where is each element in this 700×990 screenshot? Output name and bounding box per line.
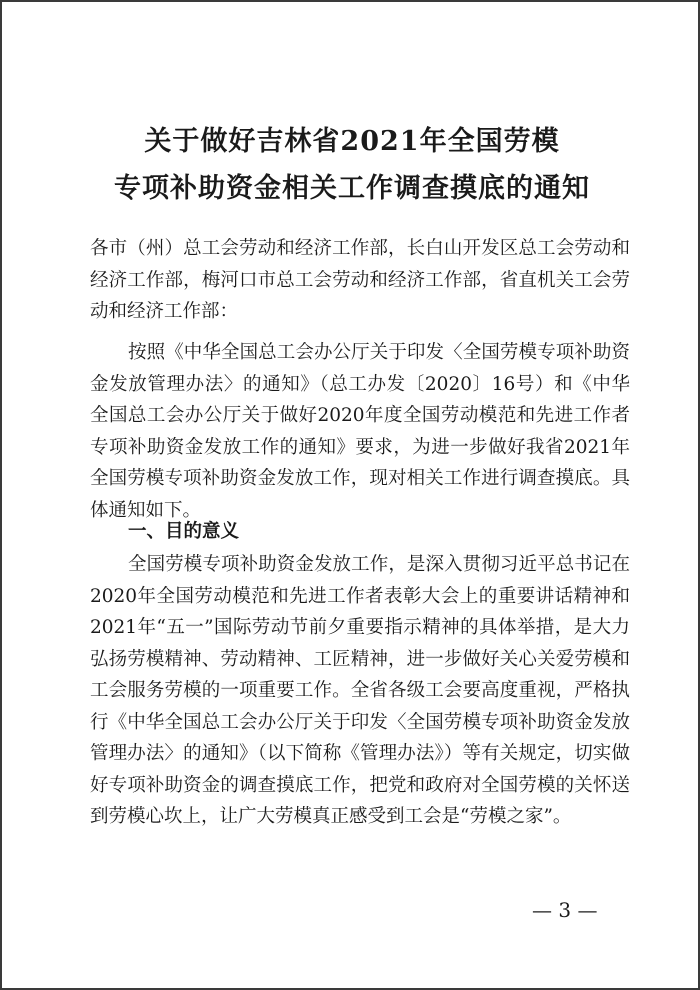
body-paragraph-2: 全国劳模专项补助资金发放工作，是深入贯彻习近平总书记在2020年全国劳动模范和先进工作者表彰大会上的重要讲话精神和2021年“五一”国际劳动节前夕重要指示精神的具体举措，是大力弘扬劳模精神、劳动精神、工匠精神，进一步做好关心关爱劳模和工会服务劳模的一项重要工作。全省各级工会要高度重视，严格执行《中华全国总工会办公厅关于印发〈全国劳模专项补助资金发放管理办法〉的通知》（以下简称《管理办法》）等有关规定，切实做好专项补助资金的调查摸底工作，把党和政府对全国劳模的关怀送到劳模心坎上，让广大劳模真正感受到工会是“劳模之家”。 [90, 554, 630, 827]
document-title-line-1: 关于做好吉林省2021年全国劳模 [144, 126, 560, 157]
body-paragraph-1: 按照《中华全国总工会办公厅关于印发〈全国劳模专项补助资金发放管理办法〉的通知》（总工办发〔2020〕16号）和《中华全国总工会办公厅关于做好2020年度全国劳动模范和先进工作者专项补助资金发放工作的通知》要求，为进一步做好我省2021年全国劳模专项补助资金发放工作，现对相关工作进行调查摸底。具体通知如下。 [90, 342, 630, 521]
addressee-paragraph: 各市（州）总工会劳动和经济工作部，长白山开发区总工会劳动和经济工作部，梅河口市总工会劳动和经济工作部，省直机关工会劳动和经济工作部： [90, 238, 630, 322]
page-number: — 3 — [532, 898, 598, 922]
document-title-line-2: 专项补助资金相关工作调查摸底的通知 [114, 173, 590, 204]
section-heading: 一、目的意义 [128, 521, 240, 542]
